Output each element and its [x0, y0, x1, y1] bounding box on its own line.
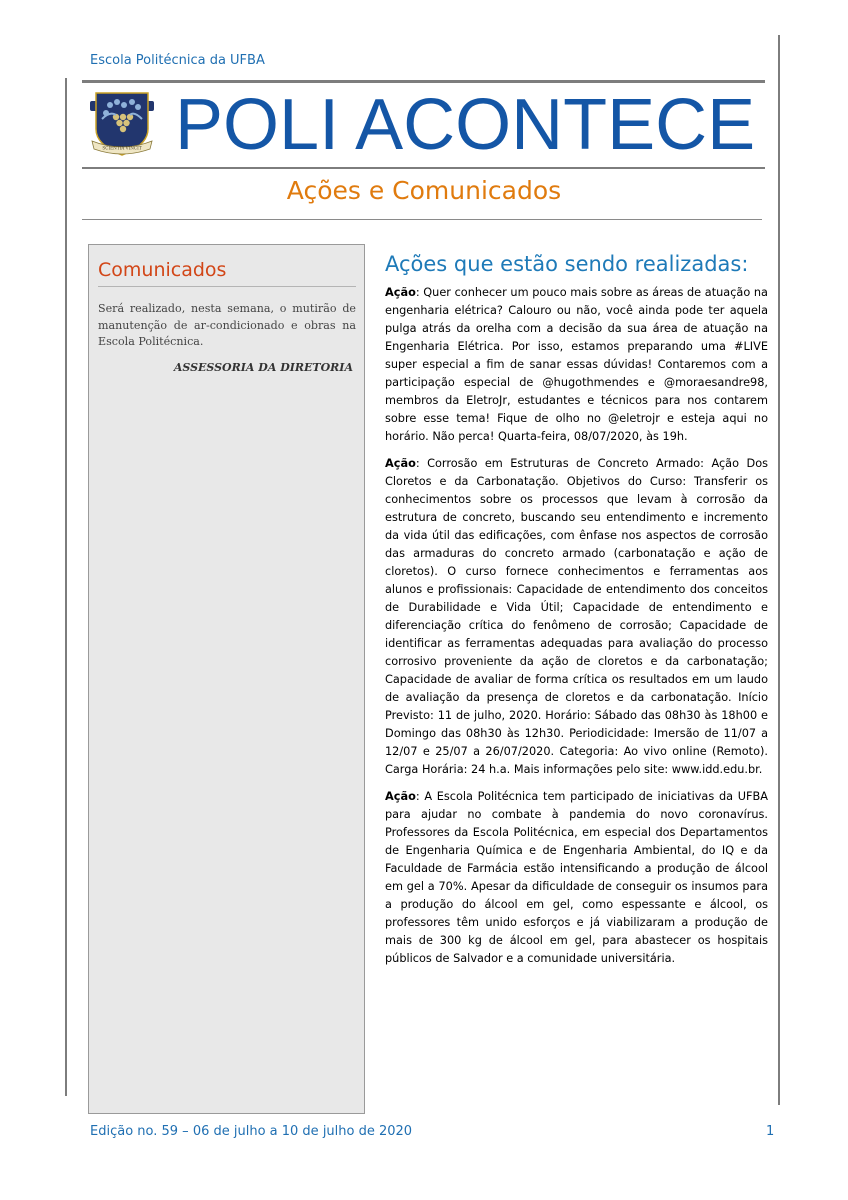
action-item: [385, 284, 768, 446]
sidebar-announcement: Será realizado, nesta semana, o mutirão de manutenção de ar-condicionado e obras na Escola Politécnica.: [98, 302, 356, 348]
sidebar-title: Comunicados: [98, 259, 227, 281]
page-number: 1: [766, 1124, 775, 1139]
action-label: Ação: [385, 457, 416, 470]
crest-motto: SCIENTIA VINCIT: [102, 145, 142, 151]
actions-column: [385, 250, 768, 977]
newsletter-subtitle: Ações e Comunicados: [286, 176, 562, 205]
action-item: [385, 455, 768, 779]
edition-info: Edição no. 59 – 06 de julho a 10 de julho de 2020: [90, 1124, 413, 1139]
action-item: [385, 788, 768, 968]
action-label: Ação: [385, 790, 416, 803]
ufba-crest-logo: [90, 89, 154, 159]
newsletter-title: POLI ACONTECE: [175, 85, 756, 165]
sidebar-title-rule: [98, 286, 356, 287]
header-bottom-rule: [82, 167, 765, 169]
subtitle-rule: [82, 219, 762, 220]
action-text: : A Escola Politécnica tem participado de iniciativas da UFBA para ajudar no combate à pandemia do novo coronavírus. Professores da Escola Politécnica, em especial dos Departamentos de Engenharia Química e de Engenharia Ambiental, do IQ e da Faculdade de Farmácia estão intensificando a produção de álcool em gel a 70%. Apesar da dificuldade de conseguir os insumos para a produção do álcool em gel, como espessante e álcool, os professores têm unido esforços e já viabilizaram a produção de mais de 300 kg de álcool em gel, para abastecer os hospitais públicos de Salvador e a comunidade universitária.: [385, 790, 768, 965]
school-name: Escola Politécnica da UFBA: [90, 53, 265, 68]
left-margin-line: [65, 78, 67, 1096]
sidebar-signature: ASSESSORIA DA DIRETORIA: [173, 361, 353, 374]
action-text: : Quer conhecer um pouco mais sobre as áreas de atuação na engenharia elétrica? Calouro ou não, você ainda pode ter aquela pulga atrás da orelha com a decisão da sua área de atuação na Engenharia Elétrica. Por isso, estamos preparando uma #LIVE super especial a fim de sanar essas dúvidas! Contaremos com a participação especial de @hugothmendes e @moraesandre98, membros da EletroJr, estudantes e técnicos para nos contarem sobre esse tema! Fique de olho no @eletrojr e esteja aqui no horário. Não perca! Quarta-feira, 08/07/2020, às 19h.: [385, 286, 768, 443]
actions-heading: Ações que estão sendo realizadas:: [385, 252, 749, 276]
communications-sidebar: [88, 244, 365, 1114]
action-label: Ação: [385, 286, 416, 299]
action-text: : Corrosão em Estruturas de Concreto Armado: Ação Dos Cloretos e da Carbonatação. Objetivos do Curso: Transferir os conhecimentos sobre os processos que levam à corrosão da estrutura de concreto, buscando seu entendimento e incremento da vida útil das edificações, com ênfase nos aspectos de corrosão das armaduras do concreto armado (carbonatação e ação de cloretos). O curso fornece conhecimentos e ferramentas aos alunos e profissionais: Capacidade de entendimento dos conceitos de Durabilidade e Vida Útil; Capacidade de entendimento e diferenciação crítica do fenômeno de corrosão; Capacidade de identificar as ferramentas adequadas para avaliação do processo corrosivo proveniente da ação de cloretos e da carbonatação; Capacidade de avaliar de forma crítica os resultados em um laudo de avaliação da presença de cloretos e da carbonatação. Início Previsto: 11 de julho, 2020. Horário: Sábado das 08h30 às 18h00 e Domingo das 08h30 às 12h30. Periodicidade: Imersão de 11/07 a 12/07 e 25/07 a 26/07/2020. Categoria: Ao vivo online (Remoto). Carga Horária: 24 h.a. Mais informações pelo site: www.idd.edu.br.: [385, 457, 768, 776]
